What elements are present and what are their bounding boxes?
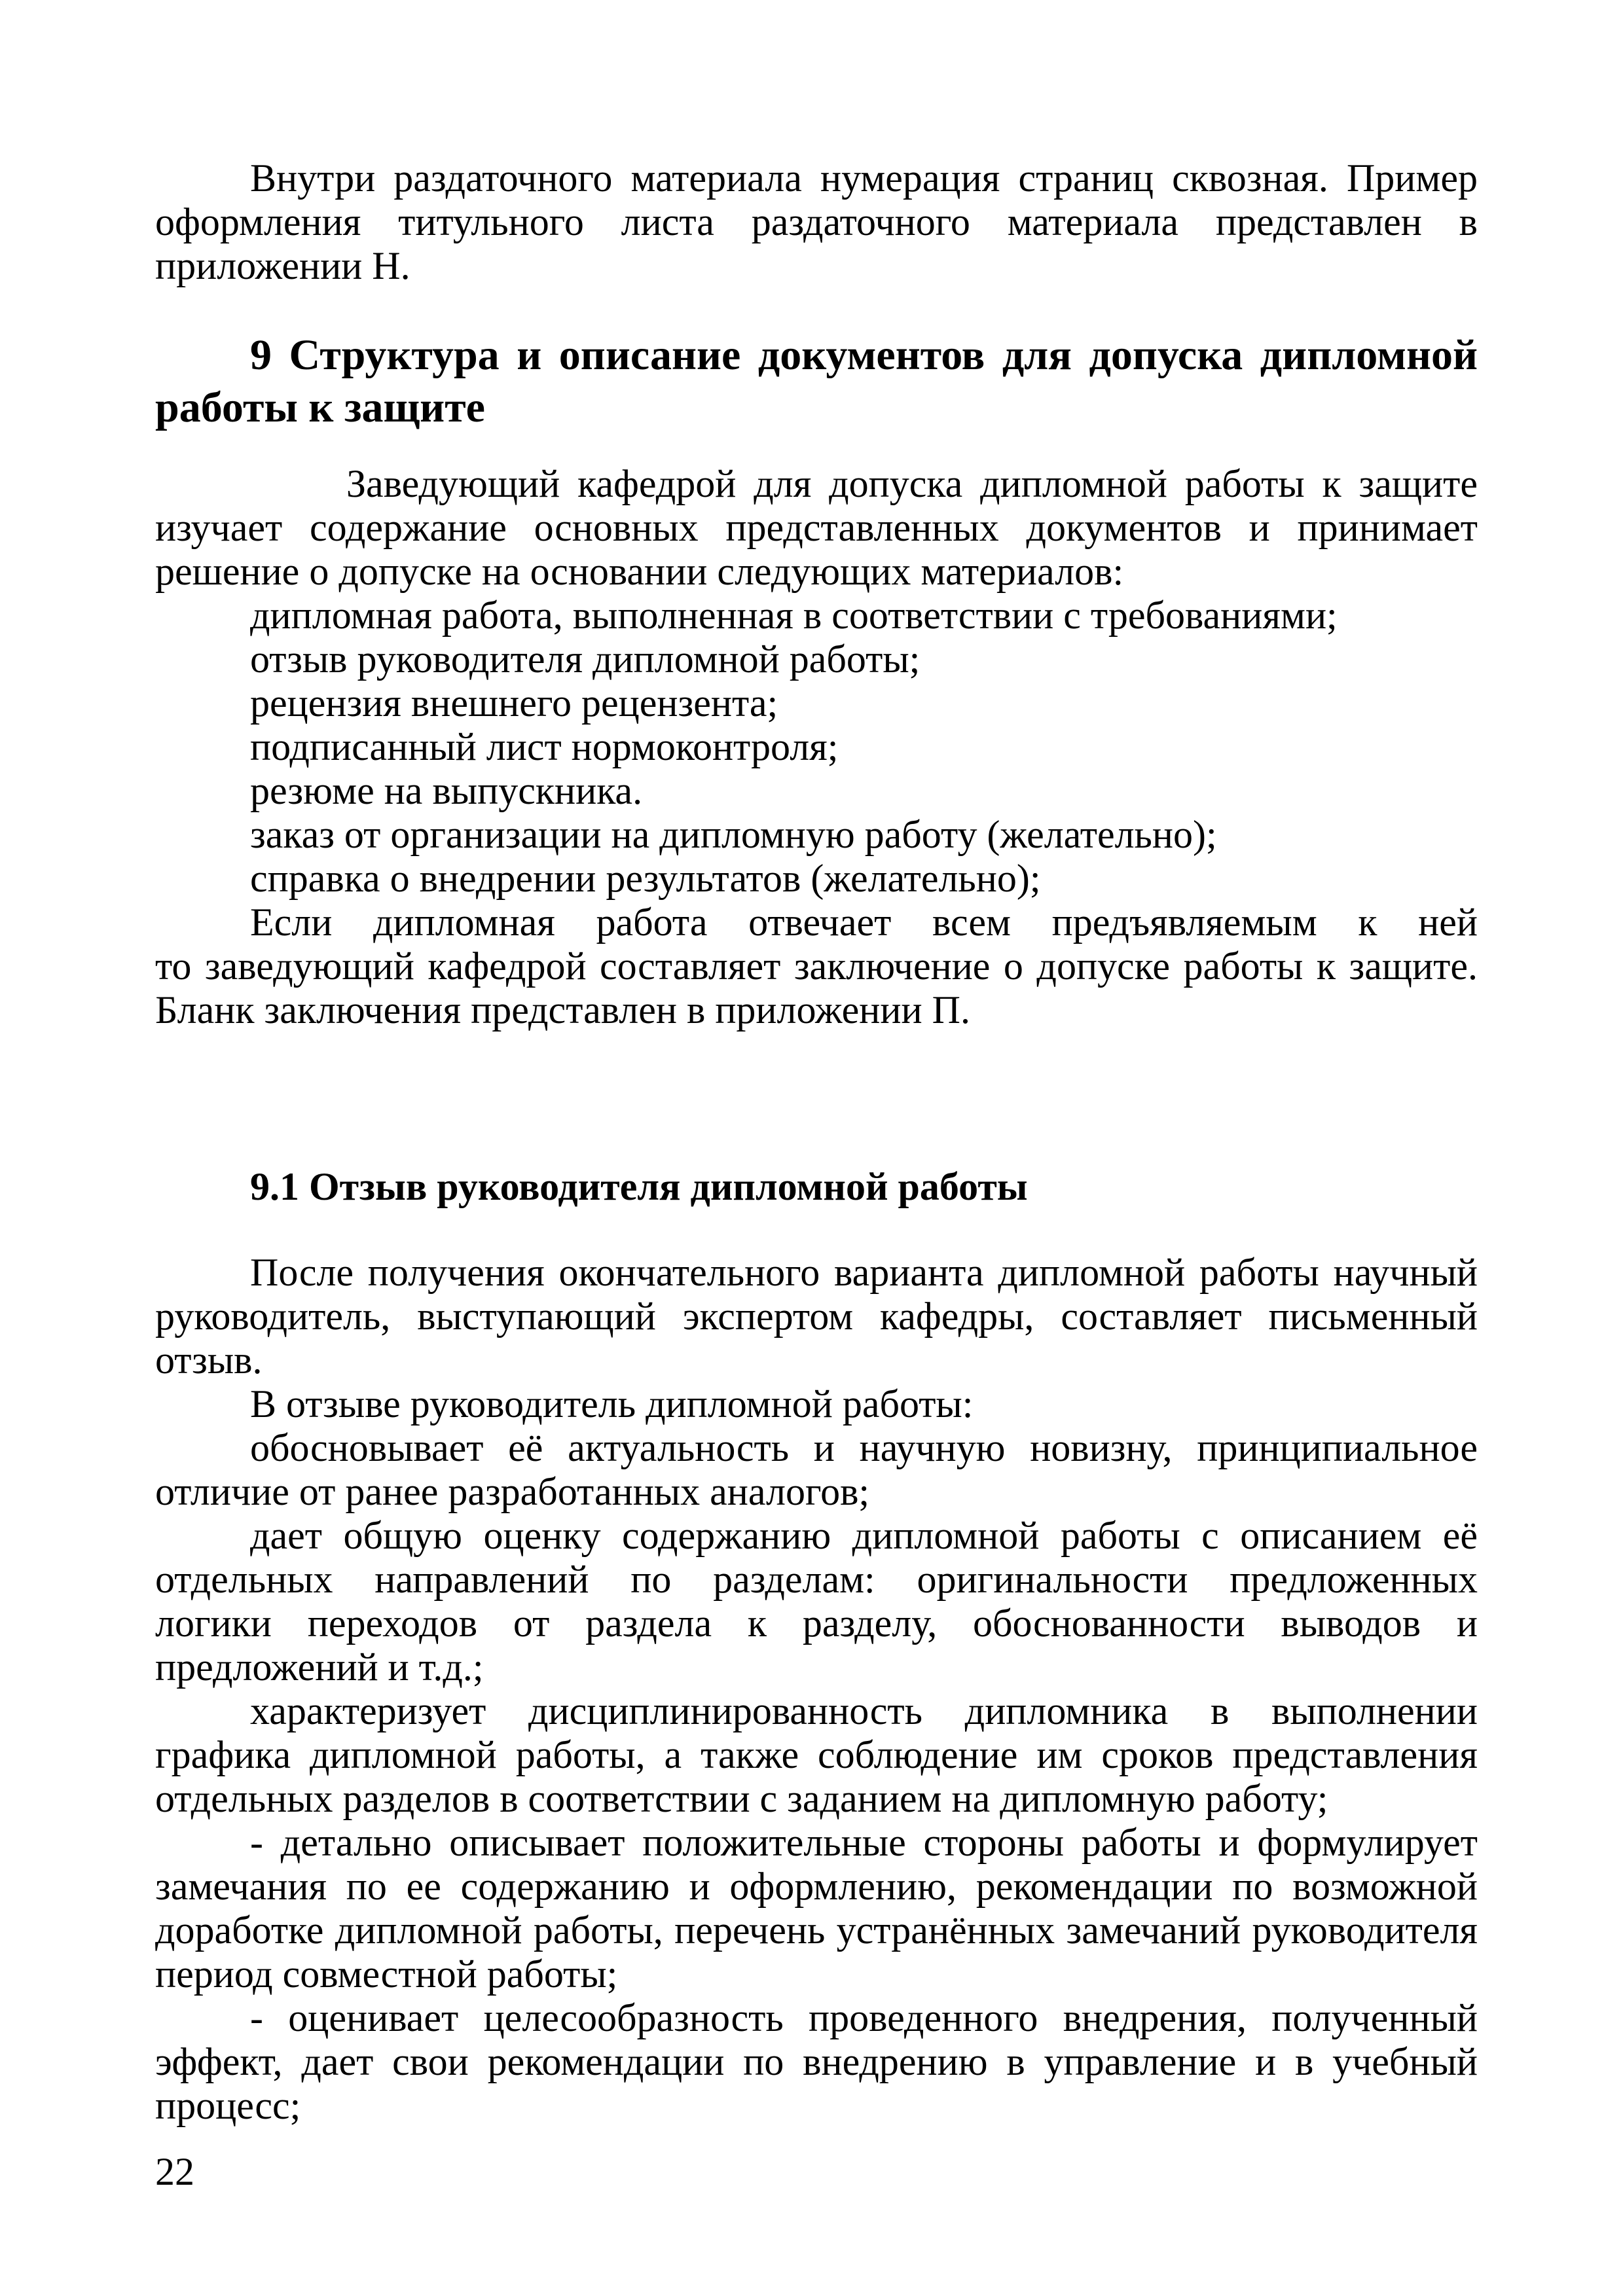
text-line: справка о внедрении результатов (желательно); (250, 857, 1041, 900)
heading (155, 1165, 1478, 1209)
text-line: предложений и т.д.; (155, 1645, 484, 1689)
paragraph (155, 1996, 1478, 2128)
text-line: После получения окончательного варианта дипломной работы научный (250, 1251, 1478, 1294)
text-line: характеризует дисциплинированность дипломника в выполнении (250, 1689, 1478, 1732)
text-line: доработке дипломной работы, перечень устранённых замечаний руководителя (155, 1909, 1478, 1952)
paragraph (155, 769, 1478, 813)
text-line: 9.1 Отзыв руководителя дипломной работы (250, 1165, 1028, 1208)
text-line: рецензия внешнего рецензента; (250, 681, 778, 725)
paragraph (155, 462, 1478, 594)
subsection-heading (155, 1165, 1478, 1209)
text-line: то заведующий кафедрой составляет заключение о допуске работы к защите. (155, 944, 1478, 988)
admission-text (155, 462, 1478, 1032)
text-line: графика дипломной работы, а также соблюдение им сроков представления (155, 1733, 1478, 1776)
paragraph (155, 1382, 1478, 1426)
page-number: 22 (155, 2150, 194, 2193)
paragraph (155, 1514, 1478, 1689)
intro-paragraph (155, 156, 1478, 288)
text-line: руководитель, выступающий экспертом кафедры, составляет письменный (155, 1295, 1478, 1338)
text-line: решение о допуске на основании следующих материалов: (155, 550, 1124, 593)
paragraph (155, 813, 1478, 857)
text-line: отзыв руководителя дипломной работы; (250, 637, 921, 681)
paragraph (155, 637, 1478, 681)
paragraph (155, 1821, 1478, 1996)
review-text (155, 1251, 1478, 2128)
text-line: - детально описывает положительные стороны работы и формулирует (250, 1821, 1478, 1864)
text-line: приложении Н. (155, 244, 410, 287)
paragraph (155, 1426, 1478, 1514)
text-line: замечания по ее содержанию и оформлению, рекомендации по возможной (155, 1865, 1478, 1908)
text-line: дает общую оценку содержанию дипломной работы с описанием её (250, 1514, 1478, 1557)
text-line: отдельных направлений по разделам: оригинальности предложенных (155, 1558, 1478, 1601)
text-line: В отзыве руководитель дипломной работы: (250, 1382, 974, 1426)
paragraph (155, 1689, 1478, 1821)
text-line: Если дипломная работа отвечает всем предъявляемым к ней (250, 901, 1478, 944)
text-line: отличие от ранее разработанных аналогов; (155, 1470, 870, 1513)
paragraph (155, 1251, 1478, 1382)
heading (155, 329, 1478, 434)
text-line: Внутри раздаточного материала нумерация страниц сквозная. Пример (250, 156, 1478, 200)
text-line: обосновывает её актуальность и научную новизну, принципиальное (250, 1426, 1478, 1469)
text-line: процесс; (155, 2084, 301, 2127)
section-heading (155, 329, 1478, 434)
text-line: Бланк заключения представлен в приложении П. (155, 988, 970, 1031)
text-line: подписанный лист нормоконтроля; (250, 725, 839, 768)
text-line: заказ от организации на дипломную работу (желательно); (250, 813, 1217, 856)
text-line: отдельных разделов в соответствии с заданием на дипломную работу; (155, 1777, 1328, 1820)
text-line: оформления титульного листа раздаточного материала представлен в (155, 200, 1478, 243)
text-line: эффект, дает свои рекомендации по внедрению в управление и в учебный (155, 2040, 1478, 2083)
text-line: период совместной работы; (155, 1952, 618, 1996)
text-line: дипломная работа, выполненная в соответствии с требованиями; (250, 594, 1338, 637)
text-line: - оценивает целесообразность проведенного внедрения, полученный (250, 1996, 1478, 2039)
paragraph (155, 681, 1478, 725)
text-line: Заведующий кафедрой для допуска дипломной работы к защите (346, 462, 1478, 505)
text-line: резюме на выпускника. (250, 769, 643, 812)
text-line: работы к защите (155, 384, 485, 431)
text-line: отзыв. (155, 1338, 263, 1382)
paragraph (155, 725, 1478, 769)
paragraph (155, 901, 1478, 1032)
paragraph (155, 857, 1478, 901)
paragraph (155, 594, 1478, 637)
text-line: 9 Структура и описание документов для допуска дипломной (250, 331, 1478, 379)
text-line: логики переходов от раздела к разделу, обоснованности выводов и (155, 1602, 1478, 1645)
text-line: изучает содержание основных представленных документов и принимает (155, 506, 1478, 549)
paragraph (155, 156, 1478, 288)
